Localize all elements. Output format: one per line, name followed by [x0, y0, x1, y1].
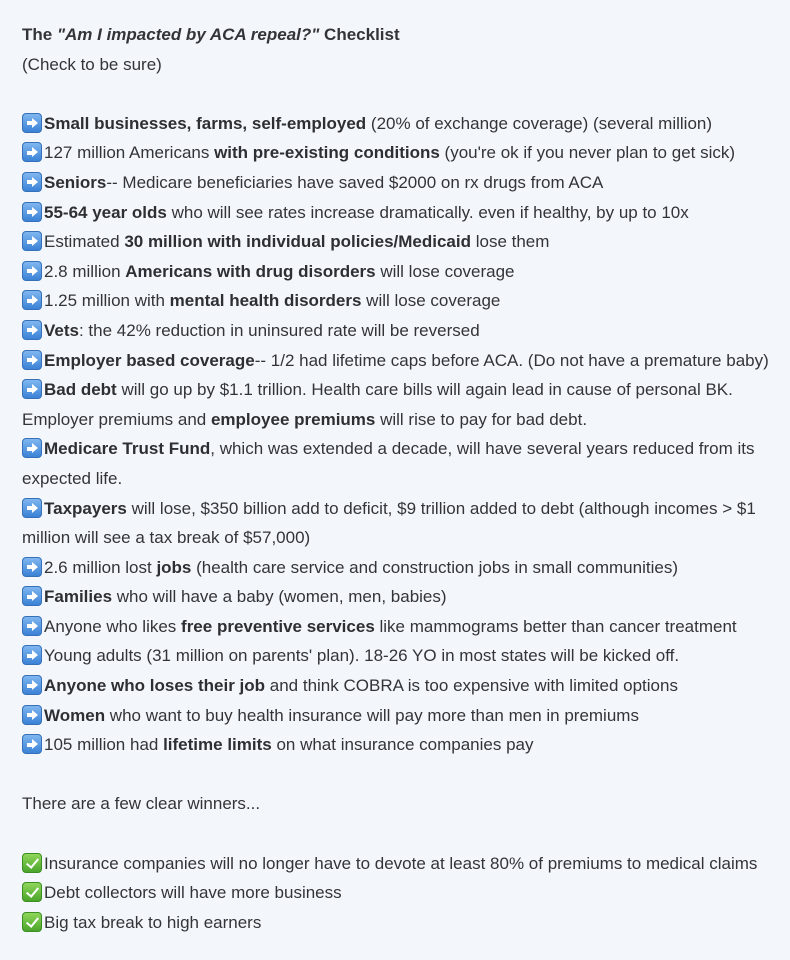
impact-item-seniors: Seniors-- Medicare beneficiaries have saved $2000 on rx drugs from ACA	[22, 168, 790, 198]
check-mark-icon	[22, 853, 42, 873]
impact-item-drug-disorders: 2.8 million Americans with drug disorders will lose coverage	[22, 257, 790, 287]
arrow-right-icon	[22, 350, 42, 370]
impact-item-women: Women who want to buy health insurance will pay more than men in premiums	[22, 701, 790, 731]
winner-item-debt-collectors: Debt collectors will have more business	[22, 878, 790, 908]
winners-heading: There are a few clear winners...	[22, 794, 261, 814]
arrow-right-icon	[22, 290, 42, 310]
impact-item-individual-policies: Estimated 30 million with individual policies/Medicaid lose them	[22, 227, 790, 257]
spacer	[22, 79, 790, 109]
arrow-right-icon	[22, 616, 42, 636]
page-title	[22, 20, 790, 50]
arrow-right-icon	[22, 438, 42, 458]
impact-item-employer-coverage: Employer based coverage-- 1/2 had lifetime caps before ACA. (Do not have a premature baby)	[22, 346, 790, 376]
arrow-right-icon	[22, 675, 42, 695]
winner-item-insurance-companies: Insurance companies will no longer have to devote at least 80% of premiums to medical claims	[22, 849, 790, 879]
impact-item-job-loss-cobra: Anyone who loses their job and think COBRA is too expensive with limited options	[22, 671, 790, 701]
check-mark-icon	[22, 882, 42, 902]
arrow-right-icon	[22, 498, 42, 518]
impact-item-preventive-services: Anyone who likes free preventive services like mammograms better than cancer treatment	[22, 612, 790, 642]
impact-item-bad-debt: Bad debt will go up by $1.1 trillion. Health care bills will again lead in cause of personal BK. Employer premiums and employee premiums will rise to pay for bad debt.	[22, 380, 733, 429]
impact-item-pre-existing-conditions: 127 million Americans with pre-existing conditions (you're ok if you never plan to get sick)	[22, 138, 790, 168]
impact-item-young-adults: Young adults (31 million on parents' plan). 18-26 YO in most states will be kicked off.	[22, 641, 790, 671]
title-suffix: Checklist	[319, 25, 400, 44]
winner-item-high-earners: Big tax break to high earners	[22, 908, 790, 938]
impact-item-lifetime-limits: 105 million had lifetime limits on what insurance companies pay	[22, 730, 790, 760]
arrow-right-icon	[22, 557, 42, 577]
arrow-right-icon	[22, 645, 42, 665]
impact-list	[22, 109, 790, 760]
arrow-right-icon	[22, 586, 42, 606]
arrow-right-icon	[22, 320, 42, 340]
impact-item-medicare-trust-fund: Medicare Trust Fund, which was extended a decade, will have several years reduced from its expected life.	[22, 439, 755, 488]
subtitle: (Check to be sure)	[22, 54, 162, 74]
arrow-right-icon	[22, 379, 42, 399]
arrow-right-icon	[22, 202, 42, 222]
impact-item-55-64-year-olds: 55-64 year olds who will see rates increase dramatically. even if healthy, by up to 10x	[22, 198, 790, 228]
check-mark-icon	[22, 912, 42, 932]
title-italic: "Am I impacted by ACA repeal?"	[56, 25, 320, 44]
spacer	[22, 819, 790, 849]
winners-list	[22, 849, 790, 938]
arrow-right-icon	[22, 734, 42, 754]
impact-item-mental-health: 1.25 million with mental health disorders will lose coverage	[22, 286, 790, 316]
arrow-right-icon	[22, 113, 42, 133]
spacer	[22, 760, 790, 790]
impact-item-jobs: 2.6 million lost jobs (health care service and construction jobs in small communities)	[22, 553, 790, 583]
impact-item-families: Families who will have a baby (women, men, babies)	[22, 582, 790, 612]
arrow-right-icon	[22, 261, 42, 281]
arrow-right-icon	[22, 142, 42, 162]
impact-item-small-businesses: Small businesses, farms, self-employed (20% of exchange coverage) (several million)	[22, 109, 790, 139]
impact-item-taxpayers: Taxpayers will lose, $350 billion add to deficit, $9 trillion added to debt (although incomes > $1 million will see a tax break of $57,000)	[22, 498, 756, 548]
arrow-right-icon	[22, 231, 42, 251]
arrow-right-icon	[22, 172, 42, 192]
impact-item-vets: Vets: the 42% reduction in uninsured rate will be reversed	[22, 316, 790, 346]
arrow-right-icon	[22, 705, 42, 725]
title-prefix: The	[22, 25, 57, 44]
